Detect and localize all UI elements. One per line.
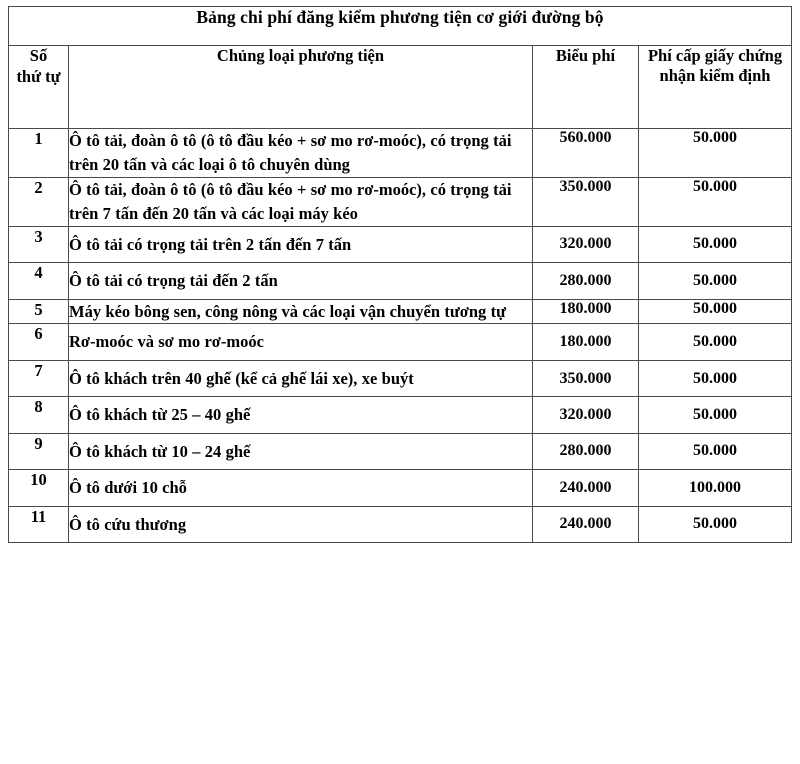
inspection-fee-cell: 320.000 [533,226,639,262]
table-body [9,129,792,543]
row-index-cell: 6 [9,324,69,360]
row-index-cell: 11 [9,506,69,542]
inspection-fee-cell: 280.000 [533,263,639,299]
table-row [9,129,792,178]
row-index-cell: 2 [9,177,69,226]
vehicle-inspection-fee-table [8,6,792,543]
table-row [9,433,792,469]
table-row [9,263,792,299]
certificate-fee-cell: 50.000 [639,299,792,324]
row-index-cell: 1 [9,129,69,178]
vehicle-type-cell: Máy kéo bông sen, công nông và các loại vận chuyển tương tự [69,299,533,324]
table-row [9,360,792,396]
vehicle-type-cell: Ô tô cứu thương [69,506,533,542]
vehicle-type-cell: Ô tô tải, đoàn ô tô (ô tô đầu kéo + sơ mo rơ-moóc), có trọng tải trên 7 tấn đến 20 tấn và các loại máy kéo [69,177,533,226]
table-row [9,226,792,262]
table-row [9,177,792,226]
column-header-stt-line2: thứ tự [16,66,61,86]
title-row [9,7,792,46]
certificate-fee-cell: 50.000 [639,397,792,433]
certificate-fee-cell: 50.000 [639,226,792,262]
inspection-fee-cell: 240.000 [533,470,639,506]
table-header [9,7,792,129]
certificate-fee-cell: 50.000 [639,360,792,396]
column-header-vehicle-type: Chủng loại phương tiện [69,46,533,129]
row-index-cell: 5 [9,299,69,324]
table-row [9,397,792,433]
column-header-stt-line1: Số [29,46,48,65]
inspection-fee-cell: 180.000 [533,324,639,360]
row-index-cell: 7 [9,360,69,396]
table-row [9,506,792,542]
column-header-fee: Biểu phí [533,46,639,129]
certificate-fee-cell: 50.000 [639,177,792,226]
inspection-fee-cell: 240.000 [533,506,639,542]
row-index-cell: 9 [9,433,69,469]
inspection-fee-cell: 560.000 [533,129,639,178]
column-header-certificate-fee: Phí cấp giấy chứng nhận kiểm định [639,46,792,129]
certificate-fee-cell: 50.000 [639,506,792,542]
row-index-cell: 8 [9,397,69,433]
vehicle-type-cell: Rơ-moóc và sơ mo rơ-moóc [69,324,533,360]
table-row [9,470,792,506]
inspection-fee-cell: 350.000 [533,360,639,396]
row-index-cell: 3 [9,226,69,262]
table-title: Bảng chi phí đăng kiểm phương tiện cơ giới đường bộ [9,7,792,46]
inspection-fee-cell: 320.000 [533,397,639,433]
inspection-fee-cell: 280.000 [533,433,639,469]
vehicle-type-cell: Ô tô dưới 10 chỗ [69,470,533,506]
vehicle-type-cell: Ô tô khách trên 40 ghế (kể cả ghế lái xe), xe buýt [69,360,533,396]
certificate-fee-cell: 50.000 [639,129,792,178]
inspection-fee-cell: 350.000 [533,177,639,226]
row-index-cell: 4 [9,263,69,299]
table-row [9,299,792,324]
vehicle-type-cell: Ô tô tải có trọng tải trên 2 tấn đến 7 tấn [69,226,533,262]
inspection-fee-cell: 180.000 [533,299,639,324]
certificate-fee-cell: 50.000 [639,324,792,360]
row-index-cell: 10 [9,470,69,506]
column-header-stt [9,46,69,129]
table-row [9,324,792,360]
vehicle-type-cell: Ô tô khách từ 10 – 24 ghế [69,433,533,469]
certificate-fee-cell: 50.000 [639,263,792,299]
certificate-fee-cell: 50.000 [639,433,792,469]
column-header-row [9,46,792,129]
vehicle-type-cell: Ô tô tải có trọng tải đến 2 tấn [69,263,533,299]
vehicle-type-cell: Ô tô khách từ 25 – 40 ghế [69,397,533,433]
vehicle-type-cell: Ô tô tải, đoàn ô tô (ô tô đầu kéo + sơ mo rơ-moóc), có trọng tải trên 20 tấn và các loại ô tô chuyên dùng [69,129,533,178]
certificate-fee-cell: 100.000 [639,470,792,506]
